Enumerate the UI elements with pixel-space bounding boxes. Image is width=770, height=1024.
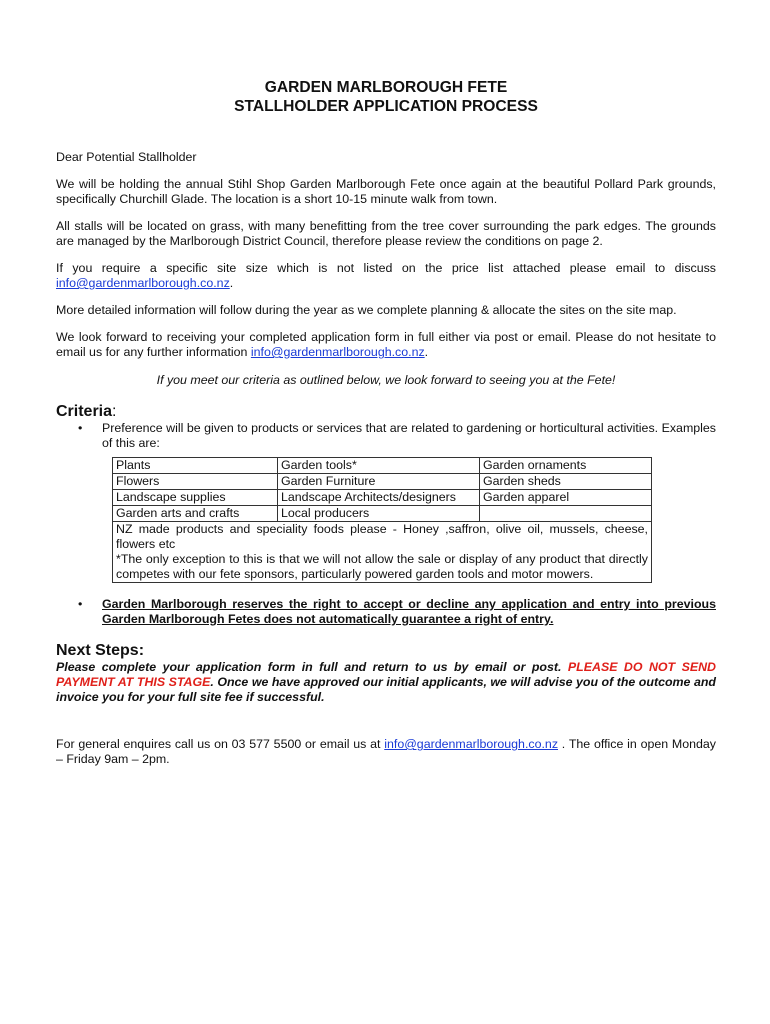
criteria-bullet-2 [56,597,716,627]
site-size-paragraph [56,261,716,291]
closing-line: If you meet our criteria as outlined below, we look forward to seeing you at the Fete! [156,373,616,387]
grounds-paragraph: All stalls will be located on grass, with many benefitting from the tree cover surrounding the park edges. The grounds are managed by the Marlborough District Council, therefore please review the conditions on page 2. [56,219,716,248]
table-row [113,506,652,522]
next-steps-text: Please complete your application form in full and return to us by email or post. [56,660,568,674]
next-steps-text-2: . Once we have approved our initial applicants, we will advise you of the outcome and invoice you for your full site fee if successful. [56,675,716,704]
contact-paragraph [56,330,716,360]
next-steps-body [56,660,716,705]
planning-paragraph: More detailed information will follow during the year as we complete planning & allocate the sites on the site map. [56,303,677,317]
table-row [113,458,652,474]
next-steps-heading: Next Steps: [56,642,145,659]
table-cell [480,506,652,522]
examples-table [112,457,652,583]
email-link[interactable]: info@gardenmarlborough.co.nz [56,276,230,290]
speciality-foods-note: NZ made products and speciality foods please - Honey ,saffron, olive oil, mussels, cheese, flowers etc [116,522,648,551]
table-cell: Garden sheds [480,474,652,490]
email-link[interactable]: info@gardenmarlborough.co.nz [384,737,559,751]
table-row [113,474,652,490]
table-cell: Garden arts and crafts [113,506,278,522]
payment-warning: PLEASE DO NOT SEND PAYMENT AT THIS STAGE [56,660,716,689]
bullet-dot: • [78,421,83,435]
email-link[interactable]: info@gardenmarlborough.co.nz [250,345,425,359]
intro-paragraph: We will be holding the annual Stihl Shop Garden Marlborough Fete once again at the beautiful Pollard Park grounds, specifically Churchill Glade. The location is a short 10-15 minute walk from town. [56,177,716,206]
punctuation: . [424,345,429,359]
enquiry-hours: . The office in open Monday – Friday 9am – 2pm. [56,737,717,766]
table-cell: Plants [113,458,278,474]
bullet-dot: • [78,597,83,611]
table-row [113,522,652,583]
table-cell: Garden Furniture [278,474,480,490]
table-cell: Garden ornaments [480,458,652,474]
table-cell: Landscape Architects/designers [278,490,480,506]
title-line-2: STALLHOLDER APPLICATION PROCESS [234,98,538,115]
table-cell: Garden tools* [278,458,480,474]
contact-text: We look forward to receiving your completed application form in full either via post or email. Please do not hesitate to email us for any further information [56,330,716,359]
table-cell: Garden apparel [480,490,652,506]
reservation-notice: Garden Marlborough reserves the right to accept or decline any application and entry into previous Garden Marlborough Fetes does not automatically guarantee a right of entry. [102,597,716,626]
table-cell: Landscape supplies [113,490,278,506]
document-page [56,78,716,767]
criteria-colon: : [112,403,117,420]
criteria-heading [56,402,716,421]
document-title [56,78,716,116]
title-line-1: GARDEN MARLBOROUGH FETE [264,79,508,96]
criteria-bullet-1 [56,421,716,451]
table-row [113,490,652,506]
site-size-text: If you require a specific site size which is not listed on the price list attached please email to discuss [56,261,716,275]
sponsor-exception-note: *The only exception to this is that we will not allow the sale or display of any product that directly competes with our fete sponsors, particularly powered garden tools and motor mowers. [116,552,648,581]
table-note-cell [113,522,652,583]
enquiry-paragraph [56,737,716,767]
criteria-heading-text: Criteria [56,403,113,420]
table-cell: Flowers [113,474,278,490]
enquiry-text: For general enquires call us on 03 577 5500 or email us at [56,737,385,751]
table-cell: Local producers [278,506,480,522]
preference-text: Preference will be given to products or services that are related to gardening or horticultural activities. Examples of this are: [102,421,716,450]
greeting: Dear Potential Stallholder [56,150,197,164]
punctuation: . [229,276,234,290]
